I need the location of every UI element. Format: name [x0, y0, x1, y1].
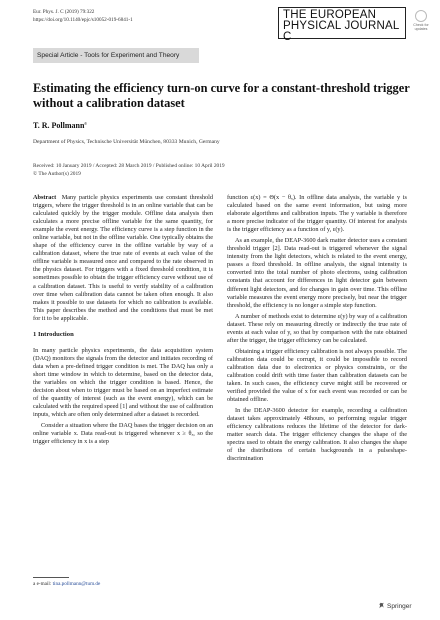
- check-updates-label: Check for updates: [413, 23, 429, 31]
- intro-paragraph-2: Consider a situation where the DAQ bases the trigger decision on an online variable x. Data read-out is triggered whenever x ≥ θₓ, so the trigger efficiency in x is a step: [33, 422, 213, 446]
- right-paragraph-2: As an example, the DEAP-3600 dark matter detector uses a constant threshold trigger [2]. Data read-out is triggered whenever the signal intensity from the light detectors, which is related to the event energy, passes a fixed threshold. In offline analysis, the signal intensity is converted into the total number of photo electrons, using calibration constants that account for differences in light detector gain between different light detectors, and for changes in gain over time. This offline variable measures the event energy more precisely, but near the trigger threshold, the efficiency is no longer a simple step function.: [227, 237, 407, 309]
- article-title: Estimating the efficiency turn-on curve for a constant-threshold trigger without a calibration dataset: [33, 81, 410, 110]
- publisher-name: Springer: [387, 603, 412, 610]
- section-heading-introduction: 1 Introduction: [33, 330, 74, 338]
- check-updates-icon: [415, 10, 427, 22]
- article-type-tab: Special Article - Tools for Experiment and Theory: [33, 48, 199, 63]
- journal-title: [283, 10, 405, 43]
- author[interactable]: [33, 121, 87, 130]
- email-link[interactable]: tina.pollmann@tum.de: [52, 581, 101, 587]
- footnote-label: a e-mail:: [33, 581, 53, 587]
- right-column: [227, 194, 407, 467]
- author-name: T. R. Pollmann: [33, 121, 85, 130]
- intro-paragraph-1: In many particle physics experiments, the data acquisition system (DAQ) monitors the signals from the detector and initiates recording of data when a pre-defined trigger condition is met. The DAQ has only a short time window in which to determine, based on the detector data, the variables on which the trigger condition is based. Hence, the decision about when to trigger must be based on an imperfect estimate of the quantity of interest (such as the event energy), which can be calculated with the required speed [1] and without the use of calibration inputs, which are often only determined after a dataset is recorded.: [33, 346, 213, 419]
- citation-line: Eur. Phys. J. C (2019) 79:322: [33, 9, 95, 15]
- right-paragraph-1: function ε(x) = Θ(x − θₓ). In offline data analysis, the variable y is calculated based on the same event information, but using more elaborate algorithms and calibration inputs. The y variable is therefore a more precise indicator of the trigger quantity. Of interest for analysis is the trigger efficiency as a function of y, ε(y).: [227, 194, 407, 234]
- right-paragraph-4: Obtaining a trigger efficiency calibration is not always possible. The calibration data could be corrupt, it could be impossible to record calibration data due to electronics or physics constraints, or the calibration could drift with time faster than calibration datasets can be taken. In such cases, the efficiency curve might still be recovered or verified provided the value of x for each event was recorded or can be obtained offline.: [227, 347, 407, 404]
- check-for-updates-badge[interactable]: [409, 9, 433, 35]
- dates-line: Received: 10 January 2019 / Accepted: 28 March 2019 / Published online: 10 April 2019: [33, 163, 225, 169]
- publisher-mark: [378, 602, 412, 610]
- abstract-text: Many particle physics experiments use constant threshold triggers, where the trigger threshold is in an online variable that can be calculated quickly by the trigger module. Offline data analysis then calculates a more precise offline variable for the same quantity, for example the event energy. The efficiency curve is a step function in the online variable, but not in the offline variable. One typically obtains the shape of the efficiency curve in the offline variable by way of a calibration dataset, where the true rate of events at each value of the offline variable is measured once and compared to the rate observed in the physics dataset. For triggers with a fixed threshold condition, it is sometimes possible to obtain the trigger efficiency curve without use of a calibration dataset. This is useful to verify stability of a calibration over time when calibration data cannot be taken often enough. It also makes it possible to use datasets for which no calibration is available. This paper describes the method and the conditions that must be met for it to be applicable.: [33, 194, 213, 322]
- journal-title-line2: PHYSICAL JOURNAL C: [283, 20, 400, 43]
- citation-header: [33, 8, 133, 24]
- springer-horse-icon: [378, 602, 385, 609]
- right-paragraph-5: In the DEAP-3600 detector for example, recording a calibration dataset takes approximately 48hours, so performing regular trigger efficiency calibrations reduces the lifetime of the detector for dark-matter search data. The trigger efficiency changes the shape of the spectra used to obtain the energy calibration. It also changes the shape of the distributions of certain backgrounds in a pulseshape-discrimination: [227, 407, 407, 463]
- footnote-divider: [33, 577, 69, 578]
- doi-link[interactable]: https://doi.org/10.1140/epjc/s10052-019-6841-1: [33, 17, 133, 23]
- journal-title-line1: THE EUROPEAN: [283, 9, 377, 21]
- left-column: [33, 194, 213, 449]
- author-footnote-mark: a: [84, 121, 87, 127]
- footnote: [33, 581, 100, 587]
- copyright-line: © The Author(s) 2019: [33, 171, 81, 177]
- abstract-label: Abstract: [33, 194, 57, 201]
- journal-logo: [278, 7, 406, 43]
- abstract: [33, 194, 213, 323]
- publication-dates: [33, 162, 413, 178]
- right-paragraph-3: A number of methods exist to determine ε(y) by way of a calibration dataset. These rely on measuring directly or indirectly the true rate of events at each value of y, so that by comparison with the rate obtained after the trigger, the trigger efficiency can be calculated.: [227, 312, 407, 344]
- affiliation: Department of Physics, Technische Universität München, 80333 Munich, Germany: [33, 139, 220, 145]
